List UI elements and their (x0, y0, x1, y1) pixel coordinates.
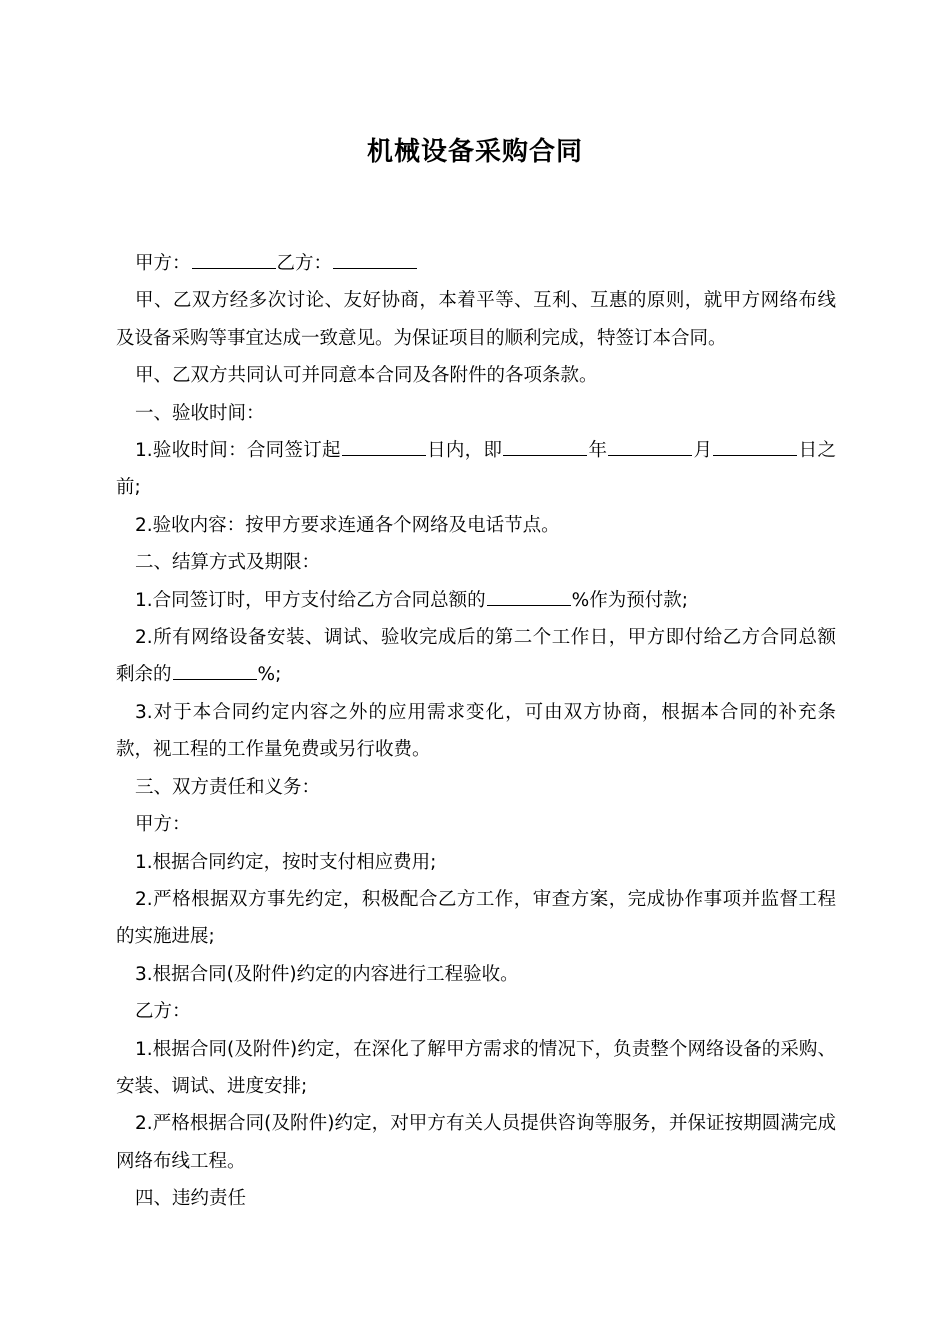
party-a-label: 甲方： (135, 253, 191, 274)
party-b-label: 乙方： (276, 253, 333, 274)
days-blank (342, 437, 426, 456)
agreement-paragraph: 甲、乙双方共同认可并同意本合同及各附件的各项条款。 (135, 365, 598, 387)
section-1-heading: 一、验收时间： (135, 402, 265, 424)
intro-paragraph: 甲、乙双方经多次讨论、友好协商，本着平等、互利、互惠的原则，就甲方网络布线及设备采购等事宜达成一致意见。为保证项目的顺利完成，特签订本合同。 (116, 290, 836, 349)
item-text: 日内，即 (426, 440, 503, 462)
item-text: 年 (588, 440, 608, 462)
section-1-item-2: 2.验收内容：按甲方要求连通各个网络及电话节点。 (135, 514, 560, 536)
document-body (116, 245, 836, 1218)
section-3-party-b-label: 乙方： (135, 1001, 191, 1023)
section-3-b-item-1: 1.根据合同(及附件)约定，在深化了解甲方需求的情况下，负责整个网络设备的采购、安装、调试、进度安排; (116, 1038, 836, 1097)
section-3-a-item-2: 2.严格根据双方事先约定，积极配合乙方工作，审查方案，完成协作事项并监督工程的实施进展; (116, 888, 836, 948)
day-blank (713, 437, 797, 456)
section-1-item-1 (116, 432, 836, 507)
section-3-a-item-3: 3.根据合同(及附件)约定的内容进行工程验收。 (135, 963, 519, 985)
parties-line (116, 245, 836, 282)
item-text: 2.所有网络设备安装、调试、验收完成后的第二个工作日，甲方即付给乙方合同总额剩余的 (116, 627, 836, 686)
section-2-item-2 (116, 619, 836, 694)
prepayment-percent-blank (487, 587, 571, 606)
remaining-percent-blank (173, 661, 257, 680)
item-text: 月 (693, 440, 713, 462)
month-blank (608, 437, 692, 456)
section-2-item-3: 3.对于本合同约定内容之外的应用需求变化，可由双方协商，根据本合同的补充条款，视工程的工作量免费或另行收费。 (116, 701, 836, 761)
item-text: 1.验收时间：合同签订起 (135, 440, 341, 462)
party-b-blank (333, 250, 417, 269)
section-3-party-a-label: 甲方： (135, 814, 191, 836)
item-text: 日之前; (116, 440, 836, 499)
section-3-b-item-2: 2.严格根据合同(及附件)约定，对甲方有关人员提供咨询等服务，并保证按期圆满完成网络布线工程。 (116, 1113, 836, 1172)
section-2-item-1 (116, 582, 836, 619)
section-3-a-item-1: 1.根据合同约定，按时支付相应费用; (135, 851, 437, 873)
item-text: %作为预付款; (571, 589, 688, 611)
section-2-heading: 二、结算方式及期限： (135, 552, 321, 574)
section-4-heading: 四、违约责任 (135, 1188, 247, 1210)
document-title: 机械设备采购合同 (366, 137, 583, 167)
item-text: %; (257, 664, 282, 686)
item-text: 1.合同签订时，甲方支付给乙方合同总额的 (135, 589, 486, 611)
party-a-blank (192, 250, 276, 269)
year-blank (503, 437, 587, 456)
section-3-heading: 三、双方责任和义务： (135, 776, 321, 798)
